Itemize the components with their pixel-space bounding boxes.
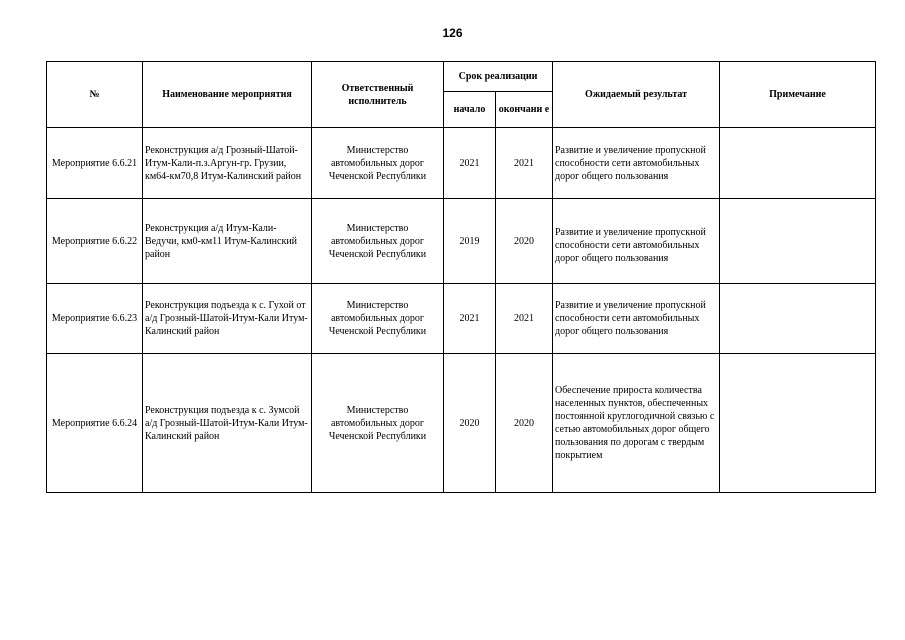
row-number: Мероприятие 6.6.22 xyxy=(47,199,143,284)
page-number: 126 xyxy=(442,26,463,40)
row-result: Развитие и увеличение пропускной способности сети автомобильных дорог общего пользования xyxy=(553,199,720,284)
header-start: начало xyxy=(444,92,496,128)
row-start: 2019 xyxy=(444,199,496,284)
table-header-row xyxy=(47,62,876,92)
row-note xyxy=(720,284,876,354)
row-number: Мероприятие 6.6.21 xyxy=(47,128,143,199)
row-note xyxy=(720,128,876,199)
row-result: Обеспечение прироста количества населенных пунктов, обеспеченных постоянной круглогодичной связью с сетью автомобильных дорог общего пользования по дорогам с твердым покрытием xyxy=(553,354,720,493)
row-end: 2020 xyxy=(496,354,553,493)
header-executor: Ответственный исполнитель xyxy=(312,62,444,128)
row-number: Мероприятие 6.6.23 xyxy=(47,284,143,354)
header-name: Наименование мероприятия xyxy=(143,62,312,128)
table-row xyxy=(47,284,876,354)
row-result: Развитие и увеличение пропускной способности сети автомобильных дорог общего пользования xyxy=(553,284,720,354)
row-start: 2021 xyxy=(444,128,496,199)
row-executor: Министерство автомобильных дорог Чеченской Республики xyxy=(312,354,444,493)
row-executor: Министерство автомобильных дорог Чеченской Республики xyxy=(312,199,444,284)
row-executor: Министерство автомобильных дорог Чеченской Республики xyxy=(312,128,444,199)
measures-table xyxy=(46,61,876,493)
table-row xyxy=(47,128,876,199)
header-note: Примечание xyxy=(720,62,876,128)
header-number: № xyxy=(47,62,143,128)
header-result: Ожидаемый результат xyxy=(553,62,720,128)
row-start: 2020 xyxy=(444,354,496,493)
row-end: 2020 xyxy=(496,199,553,284)
row-note xyxy=(720,354,876,493)
row-executor: Министерство автомобильных дорог Чеченской Республики xyxy=(312,284,444,354)
row-end: 2021 xyxy=(496,284,553,354)
table-row xyxy=(47,354,876,493)
header-end: окончани е xyxy=(496,92,553,128)
row-name: Реконструкция подъезда к с. Гухой от а/д Грозный-Шатой-Итум-Кали Итум-Калинский район xyxy=(143,284,312,354)
row-start: 2021 xyxy=(444,284,496,354)
row-number: Мероприятие 6.6.24 xyxy=(47,354,143,493)
table-row xyxy=(47,199,876,284)
row-end: 2021 xyxy=(496,128,553,199)
row-note xyxy=(720,199,876,284)
row-name: Реконструкция подъезда к с. Зумсой а/д Грозный-Шатой-Итум-Кали Итум-Калинский район xyxy=(143,354,312,493)
row-result: Развитие и увеличение пропускной способности сети автомобильных дорог общего пользования xyxy=(553,128,720,199)
row-name: Реконструкция а/д Итум-Кали-Ведучи, км0-км11 Итум-Калинский район xyxy=(143,199,312,284)
row-name: Реконструкция а/д Грозный-Шатой-Итум-Кали-п.з.Аргун-гр. Грузии, км64-км70,8 Итум-Калинский район xyxy=(143,128,312,199)
header-period: Срок реализации xyxy=(444,62,553,92)
